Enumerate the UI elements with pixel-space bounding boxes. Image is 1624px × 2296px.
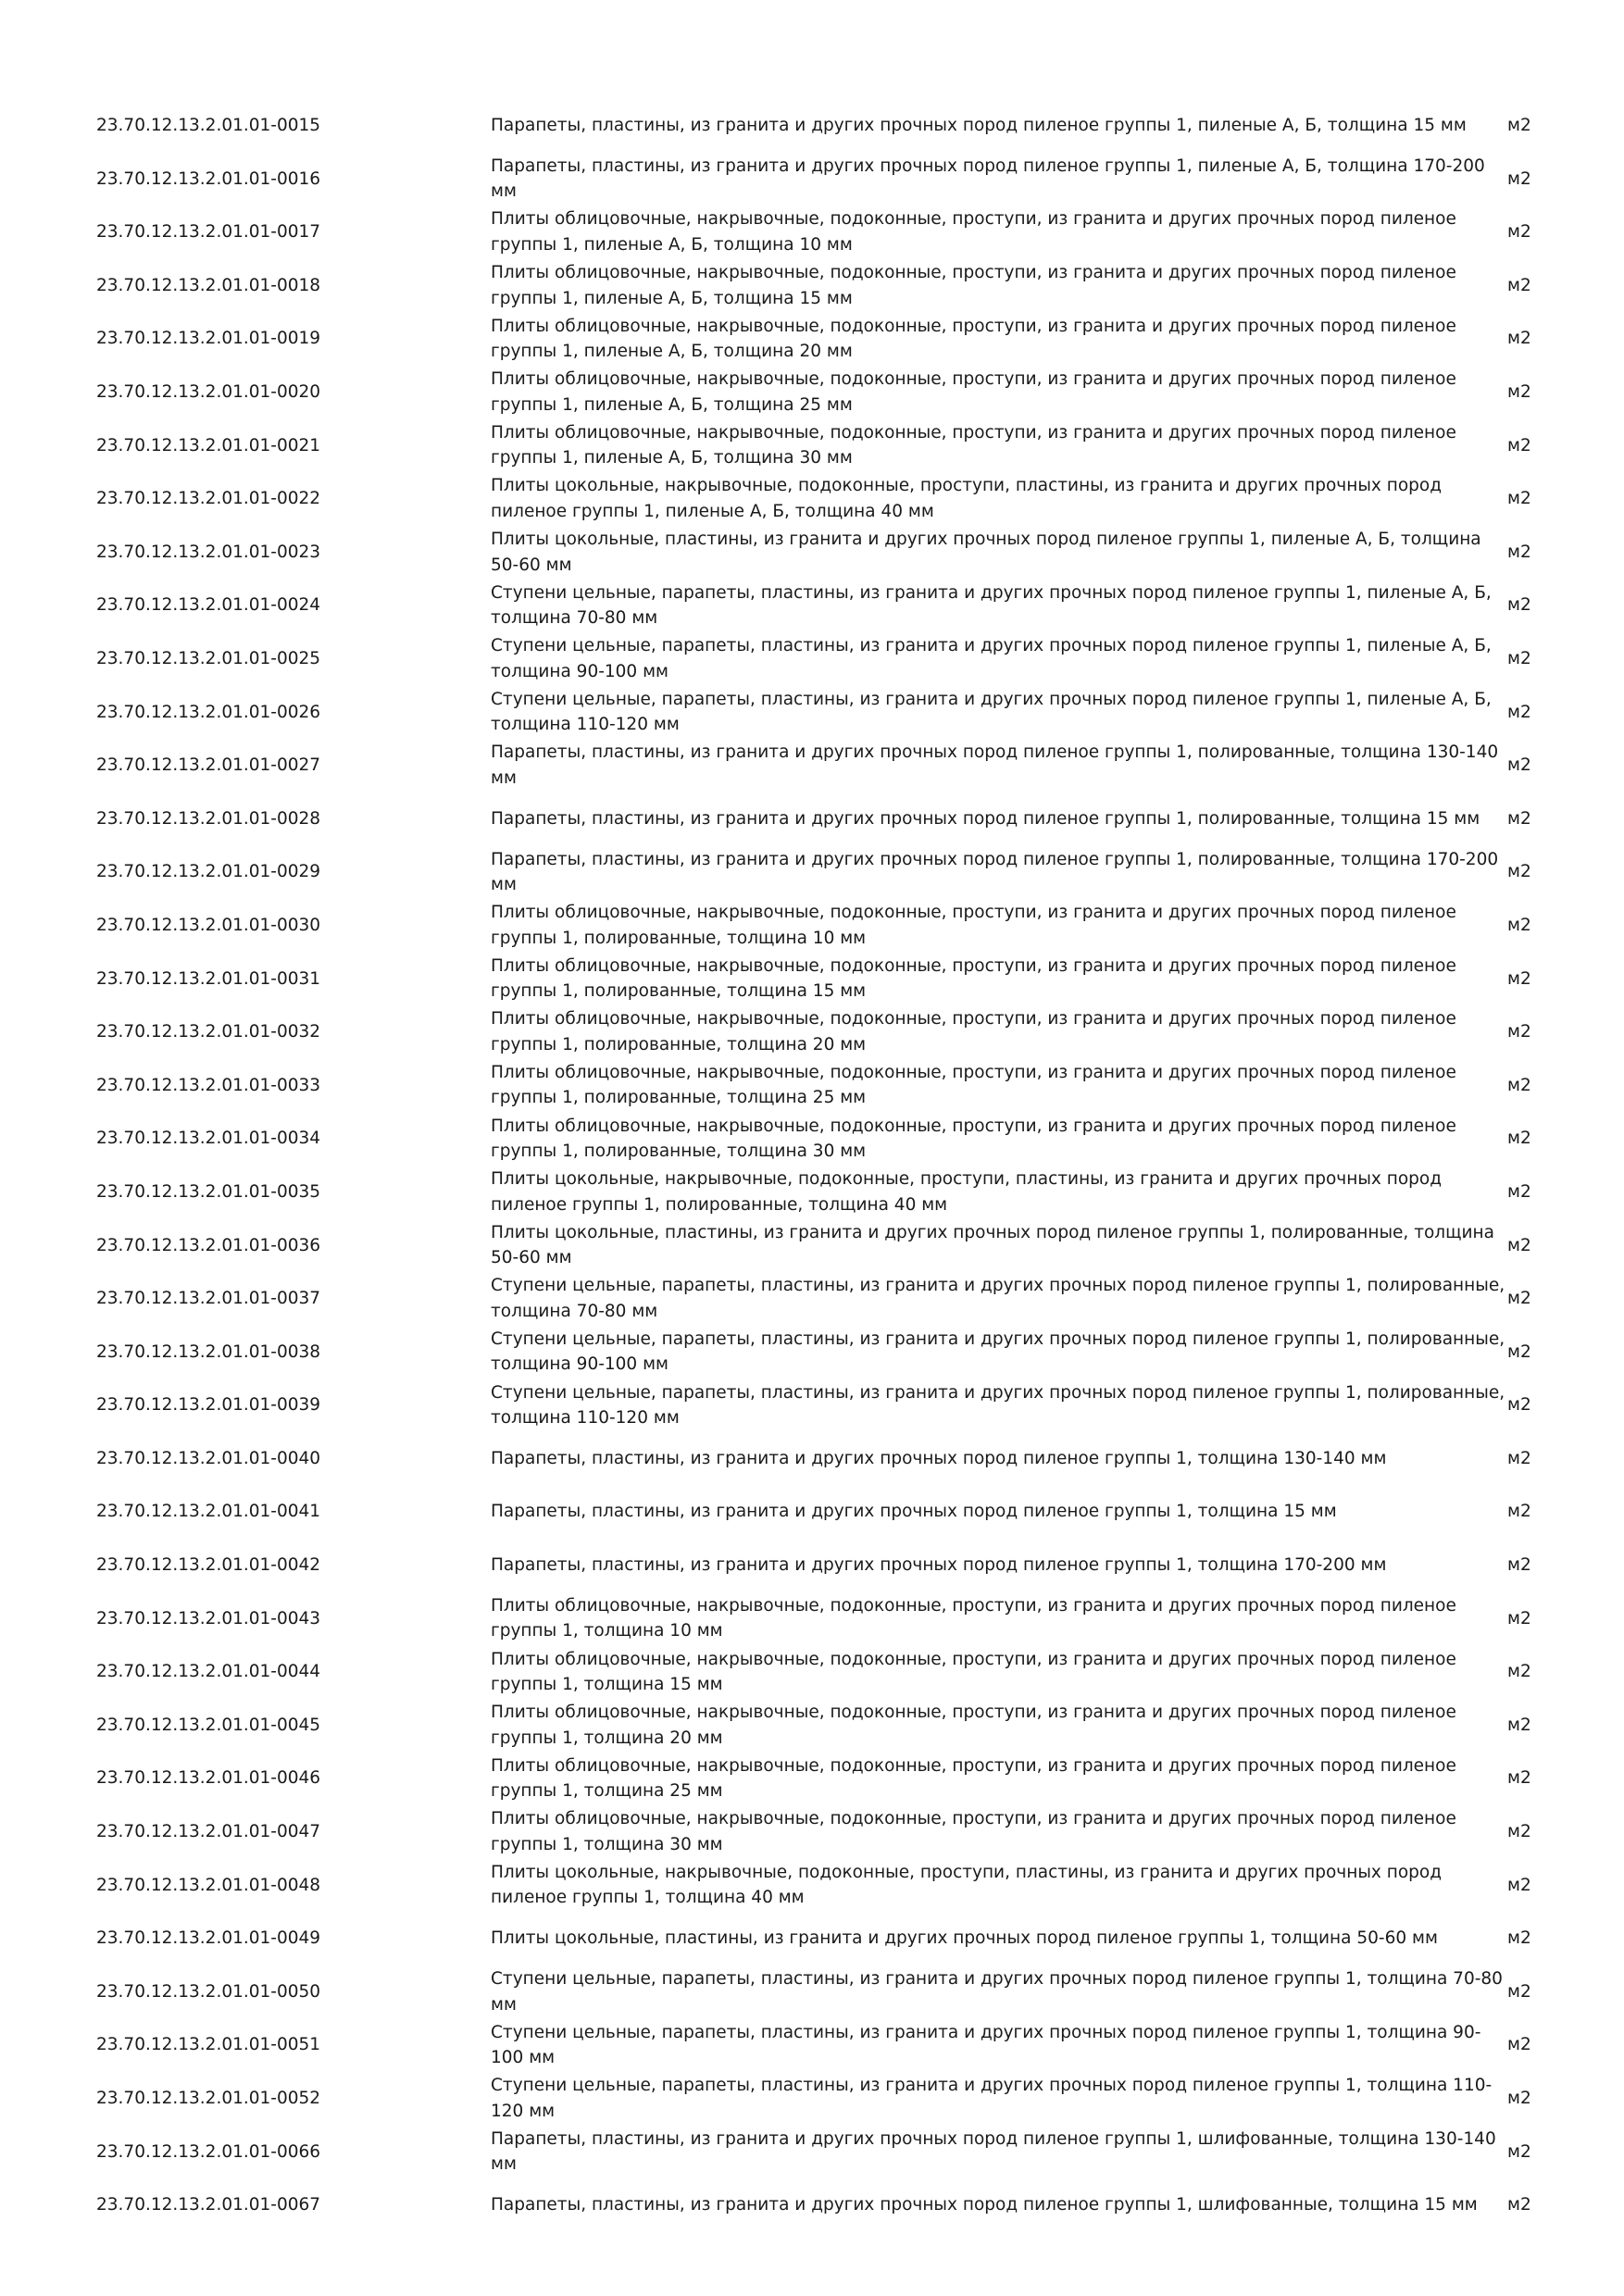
item-description: Ступени цельные, парапеты, пластины, из гранита и других прочных пород пиленое группы 1, пиленые А, Б, толщина 90-100 мм xyxy=(491,636,1492,681)
item-code: 23.70.12.13.2.01.01-0034 xyxy=(96,1129,321,1149)
table-row xyxy=(96,899,1563,953)
item-code: 23.70.12.13.2.01.01-0050 xyxy=(96,1981,321,2002)
item-description: Ступени цельные, парапеты, пластины, из гранита и других прочных пород пиленое группы 1, толщина 70-80 мм xyxy=(491,1969,1503,2015)
item-code: 23.70.12.13.2.01.01-0015 xyxy=(96,116,321,136)
item-unit: м2 xyxy=(1507,1822,1531,1842)
item-description: Плиты облицовочные, накрывочные, подоконные, проступи, из гранита и других прочных пород пиленое группы 1, толщина 10 мм xyxy=(491,1595,1456,1641)
table-row xyxy=(96,2018,1563,2072)
item-unit: м2 xyxy=(1507,329,1531,349)
item-unit: м2 xyxy=(1507,755,1531,776)
item-unit: м2 xyxy=(1507,968,1531,989)
table-row xyxy=(96,632,1563,686)
item-unit: м2 xyxy=(1507,2035,1531,2055)
item-code: 23.70.12.13.2.01.01-0067 xyxy=(96,2195,321,2215)
item-unit: м2 xyxy=(1507,275,1531,295)
item-code: 23.70.12.13.2.01.01-0038 xyxy=(96,1341,321,1362)
item-description: Плиты облицовочные, накрывочные, подоконные, проступи, из гранита и других прочных пород пиленое группы 1, толщина 30 мм xyxy=(491,1809,1456,1854)
item-unit: м2 xyxy=(1507,1875,1531,1895)
item-code: 23.70.12.13.2.01.01-0033 xyxy=(96,1075,321,1095)
item-description: Ступени цельные, парапеты, пластины, из гранита и других прочных пород пиленое группы 1, пиленые А, Б, толщина 70-80 мм xyxy=(491,582,1492,629)
item-unit: м2 xyxy=(1507,1235,1531,1255)
table-row xyxy=(96,845,1563,899)
item-code: 23.70.12.13.2.01.01-0066 xyxy=(96,2141,321,2162)
item-description: Плиты облицовочные, накрывочные, подоконные, проступи, из гранита и других прочных пород пиленое группы 1, полированные, толщина 25 мм xyxy=(491,1062,1456,1108)
item-description: Парапеты, пластины, из гранита и других прочных пород пиленое группы 1, толщина 130-140 мм xyxy=(491,1448,1387,1468)
item-unit: м2 xyxy=(1507,2195,1531,2215)
table-row xyxy=(96,1645,1563,1699)
table-row xyxy=(96,1592,1563,1646)
item-unit: м2 xyxy=(1507,1395,1531,1416)
item-code: 23.70.12.13.2.01.01-0032 xyxy=(96,1022,321,1042)
table-row xyxy=(96,1432,1563,1486)
item-unit: м2 xyxy=(1507,808,1531,829)
item-description: Парапеты, пластины, из гранита и других прочных пород пиленое группы 1, пиленые А, Б, толщина 170-200 мм xyxy=(491,156,1485,202)
item-description: Плиты облицовочные, накрывочные, подоконные, проступи, из гранита и других прочных пород пиленое группы 1, толщина 25 мм xyxy=(491,1755,1456,1802)
table-row xyxy=(96,472,1563,526)
item-code: 23.70.12.13.2.01.01-0044 xyxy=(96,1662,321,1682)
item-description: Ступени цельные, парапеты, пластины, из гранита и других прочных пород пиленое группы 1, толщина 90-100 мм xyxy=(491,2022,1481,2068)
item-unit: м2 xyxy=(1507,435,1531,455)
item-unit: м2 xyxy=(1507,595,1531,616)
item-unit: м2 xyxy=(1507,648,1531,668)
item-description: Плиты облицовочные, накрывочные, подоконные, проступи, из гранита и других прочных пород пиленое группы 1, полированные, толщина 15 мм xyxy=(491,955,1456,1002)
item-description: Парапеты, пластины, из гранита и других прочных пород пиленое группы 1, полированные, толщина 15 мм xyxy=(491,808,1480,829)
table-row xyxy=(96,1218,1563,1272)
table-row xyxy=(96,1379,1563,1432)
item-unit: м2 xyxy=(1507,1768,1531,1789)
table-row xyxy=(96,2072,1563,2126)
item-code: 23.70.12.13.2.01.01-0031 xyxy=(96,968,321,989)
item-code: 23.70.12.13.2.01.01-0036 xyxy=(96,1235,321,1255)
item-description: Плиты облицовочные, накрывочные, подоконные, проступи, из гранита и других прочных пород пиленое группы 1, пиленые А, Б, толщина 30 мм xyxy=(491,422,1456,468)
item-code: 23.70.12.13.2.01.01-0037 xyxy=(96,1289,321,1309)
table-row xyxy=(96,2126,1563,2179)
item-description: Плиты цокольные, накрывочные, подоконные, проступи, пластины, из гранита и других прочных пород пиленое группы 1, толщина 40 мм xyxy=(491,1862,1443,1908)
item-description: Парапеты, пластины, из гранита и других прочных пород пиленое группы 1, толщина 170-200 мм xyxy=(491,1555,1387,1576)
item-description: Плиты облицовочные, накрывочные, подоконные, проступи, из гранита и других прочных пород пиленое группы 1, толщина 20 мм xyxy=(491,1703,1456,1748)
item-code: 23.70.12.13.2.01.01-0021 xyxy=(96,435,321,455)
table-row xyxy=(96,792,1563,846)
item-code: 23.70.12.13.2.01.01-0052 xyxy=(96,2089,321,2109)
table-row xyxy=(96,579,1563,632)
item-code: 23.70.12.13.2.01.01-0023 xyxy=(96,542,321,562)
table-row xyxy=(96,206,1563,259)
item-description: Парапеты, пластины, из гранита и других прочных пород пиленое группы 1, полированные, толщина 170-200 мм xyxy=(491,849,1499,895)
item-code: 23.70.12.13.2.01.01-0039 xyxy=(96,1395,321,1416)
item-unit: м2 xyxy=(1507,222,1531,243)
item-unit: м2 xyxy=(1507,1555,1531,1576)
item-description: Плиты облицовочные, накрывочные, подоконные, проступи, из гранита и других прочных пород пиленое группы 1, пиленые А, Б, толщина 25 мм xyxy=(491,369,1456,415)
item-description: Плиты облицовочные, накрывочные, подоконные, проступи, из гранита и других прочных пород пиленое группы 1, пиленые А, Б, толщина 20 мм xyxy=(491,316,1456,362)
item-code: 23.70.12.13.2.01.01-0024 xyxy=(96,595,321,616)
item-description: Парапеты, пластины, из гранита и других прочных пород пиленое группы 1, толщина 15 мм xyxy=(491,1502,1337,1522)
table-row xyxy=(96,312,1563,366)
item-unit: м2 xyxy=(1507,1181,1531,1202)
item-description: Парапеты, пластины, из гранита и других прочных пород пиленое группы 1, полированные, толщина 130-140 мм xyxy=(491,742,1499,788)
item-unit: м2 xyxy=(1507,168,1531,189)
table-row xyxy=(96,1752,1563,1805)
item-code: 23.70.12.13.2.01.01-0051 xyxy=(96,2035,321,2055)
item-code: 23.70.12.13.2.01.01-0027 xyxy=(96,755,321,776)
item-code: 23.70.12.13.2.01.01-0030 xyxy=(96,915,321,935)
table-row xyxy=(96,1005,1563,1059)
item-unit: м2 xyxy=(1507,2141,1531,2162)
table-row xyxy=(96,953,1563,1006)
item-code: 23.70.12.13.2.01.01-0029 xyxy=(96,862,321,882)
item-description: Ступени цельные, парапеты, пластины, из гранита и других прочных пород пиленое группы 1, полированные, толщина 90-100 мм xyxy=(491,1329,1505,1375)
table-row xyxy=(96,1965,1563,2019)
item-unit: м2 xyxy=(1507,1981,1531,2002)
table-row xyxy=(96,1859,1563,1913)
item-unit: м2 xyxy=(1507,1608,1531,1628)
item-description: Парапеты, пластины, из гранита и других прочных пород пиленое группы 1, шлифованные, толщина 130-140 мм xyxy=(491,2128,1496,2175)
item-description: Плиты облицовочные, накрывочные, подоконные, проступи, из гранита и других прочных пород пиленое группы 1, полированные, толщина 30 мм xyxy=(491,1116,1456,1162)
item-code: 23.70.12.13.2.01.01-0041 xyxy=(96,1502,321,1522)
table-row xyxy=(96,419,1563,473)
table-row xyxy=(96,1539,1563,1592)
item-code: 23.70.12.13.2.01.01-0040 xyxy=(96,1448,321,1468)
item-unit: м2 xyxy=(1507,1715,1531,1735)
item-code: 23.70.12.13.2.01.01-0045 xyxy=(96,1715,321,1735)
item-description: Плиты облицовочные, накрывочные, подоконные, проступи, из гранита и других прочных пород пиленое группы 1, полированные, толщина 20 мм xyxy=(491,1009,1456,1054)
item-unit: м2 xyxy=(1507,1502,1531,1522)
table-row xyxy=(96,153,1563,206)
table-row xyxy=(96,1166,1563,1219)
item-description: Плиты облицовочные, накрывочные, подоконные, проступи, из гранита и других прочных пород пиленое группы 1, пиленые А, Б, толщина 15 мм xyxy=(491,263,1456,308)
item-code: 23.70.12.13.2.01.01-0035 xyxy=(96,1181,321,1202)
item-description: Парапеты, пластины, из гранита и других прочных пород пиленое группы 1, пиленые А, Б, толщина 15 мм xyxy=(491,116,1467,136)
item-description: Ступени цельные, парапеты, пластины, из гранита и других прочных пород пиленое группы 1, толщина 110-120 мм xyxy=(491,2076,1493,2121)
item-code: 23.70.12.13.2.01.01-0025 xyxy=(96,648,321,668)
item-code: 23.70.12.13.2.01.01-0017 xyxy=(96,222,321,243)
item-description: Ступени цельные, парапеты, пластины, из гранита и других прочных пород пиленое группы 1, полированные, толщина 110-120 мм xyxy=(491,1382,1505,1429)
item-description: Плиты облицовочные, накрывочные, подоконные, проступи, из гранита и других прочных пород пиленое группы 1, толщина 15 мм xyxy=(491,1649,1456,1695)
item-description: Плиты облицовочные, накрывочные, подоконные, проступи, из гранита и других прочных пород пиленое группы 1, пиленые А, Б, толщина 10 мм xyxy=(491,209,1456,255)
item-unit: м2 xyxy=(1507,1448,1531,1468)
table-row xyxy=(96,1059,1563,1113)
table-row xyxy=(96,739,1563,792)
table-row xyxy=(96,686,1563,740)
item-description: Ступени цельные, парапеты, пластины, из гранита и других прочных пород пиленое группы 1, пиленые А, Б, толщина 110-120 мм xyxy=(491,689,1492,735)
table-row xyxy=(96,1699,1563,1753)
item-description: Плиты цокольные, накрывочные, подоконные, проступи, пластины, из гранита и других прочных пород пиленое группы 1, полированные, толщина 40 мм xyxy=(491,1169,1443,1215)
item-description: Парапеты, пластины, из гранита и других прочных пород пиленое группы 1, шлифованные, толщина 15 мм xyxy=(491,2195,1478,2215)
table-row xyxy=(96,1112,1563,1166)
item-code: 23.70.12.13.2.01.01-0020 xyxy=(96,382,321,403)
table-row xyxy=(96,2178,1563,2232)
catalog-table-body xyxy=(96,99,1563,2232)
table-row xyxy=(96,1912,1563,1965)
item-description: Плиты цокольные, накрывочные, подоконные, проступи, пластины, из гранита и других прочных пород пиленое группы 1, пиленые А, Б, толщина 40 мм xyxy=(491,476,1443,521)
catalog-table xyxy=(96,99,1563,2232)
item-code: 23.70.12.13.2.01.01-0026 xyxy=(96,702,321,722)
item-code: 23.70.12.13.2.01.01-0046 xyxy=(96,1768,321,1789)
item-code: 23.70.12.13.2.01.01-0022 xyxy=(96,489,321,509)
item-unit: м2 xyxy=(1507,862,1531,882)
table-row xyxy=(96,1805,1563,1859)
item-code: 23.70.12.13.2.01.01-0043 xyxy=(96,1608,321,1628)
item-code: 23.70.12.13.2.01.01-0028 xyxy=(96,808,321,829)
item-code: 23.70.12.13.2.01.01-0016 xyxy=(96,168,321,189)
item-unit: м2 xyxy=(1507,915,1531,935)
item-unit: м2 xyxy=(1507,489,1531,509)
table-row xyxy=(96,99,1563,153)
item-description: Плиты цокольные, пластины, из гранита и других прочных пород пиленое группы 1, полированные, толщина 50-60 мм xyxy=(491,1222,1494,1268)
item-unit: м2 xyxy=(1507,1289,1531,1309)
item-code: 23.70.12.13.2.01.01-0047 xyxy=(96,1822,321,1842)
table-row xyxy=(96,366,1563,419)
table-row xyxy=(96,526,1563,580)
table-row xyxy=(96,1326,1563,1379)
table-row xyxy=(96,259,1563,313)
item-unit: м2 xyxy=(1507,1022,1531,1042)
item-unit: м2 xyxy=(1507,382,1531,403)
item-unit: м2 xyxy=(1507,2089,1531,2109)
table-row xyxy=(96,1272,1563,1326)
item-description: Плиты облицовочные, накрывочные, подоконные, проступи, из гранита и других прочных пород пиленое группы 1, полированные, толщина 10 мм xyxy=(491,903,1456,948)
item-unit: м2 xyxy=(1507,1662,1531,1682)
item-description: Плиты цокольные, пластины, из гранита и других прочных пород пиленое группы 1, пиленые А, Б, толщина 50-60 мм xyxy=(491,530,1481,575)
item-code: 23.70.12.13.2.01.01-0042 xyxy=(96,1555,321,1576)
item-code: 23.70.12.13.2.01.01-0048 xyxy=(96,1875,321,1895)
item-unit: м2 xyxy=(1507,542,1531,562)
item-unit: м2 xyxy=(1507,116,1531,136)
item-description: Плиты цокольные, пластины, из гранита и других прочных пород пиленое группы 1, толщина 50-60 мм xyxy=(491,1928,1438,1949)
item-code: 23.70.12.13.2.01.01-0049 xyxy=(96,1928,321,1949)
item-unit: м2 xyxy=(1507,1928,1531,1949)
item-description: Ступени цельные, парапеты, пластины, из гранита и других прочных пород пиленое группы 1, полированные, толщина 70-80 мм xyxy=(491,1276,1505,1321)
table-row xyxy=(96,1485,1563,1539)
item-code: 23.70.12.13.2.01.01-0018 xyxy=(96,275,321,295)
item-unit: м2 xyxy=(1507,1341,1531,1362)
item-unit: м2 xyxy=(1507,1075,1531,1095)
item-code: 23.70.12.13.2.01.01-0019 xyxy=(96,329,321,349)
item-unit: м2 xyxy=(1507,702,1531,722)
item-unit: м2 xyxy=(1507,1129,1531,1149)
